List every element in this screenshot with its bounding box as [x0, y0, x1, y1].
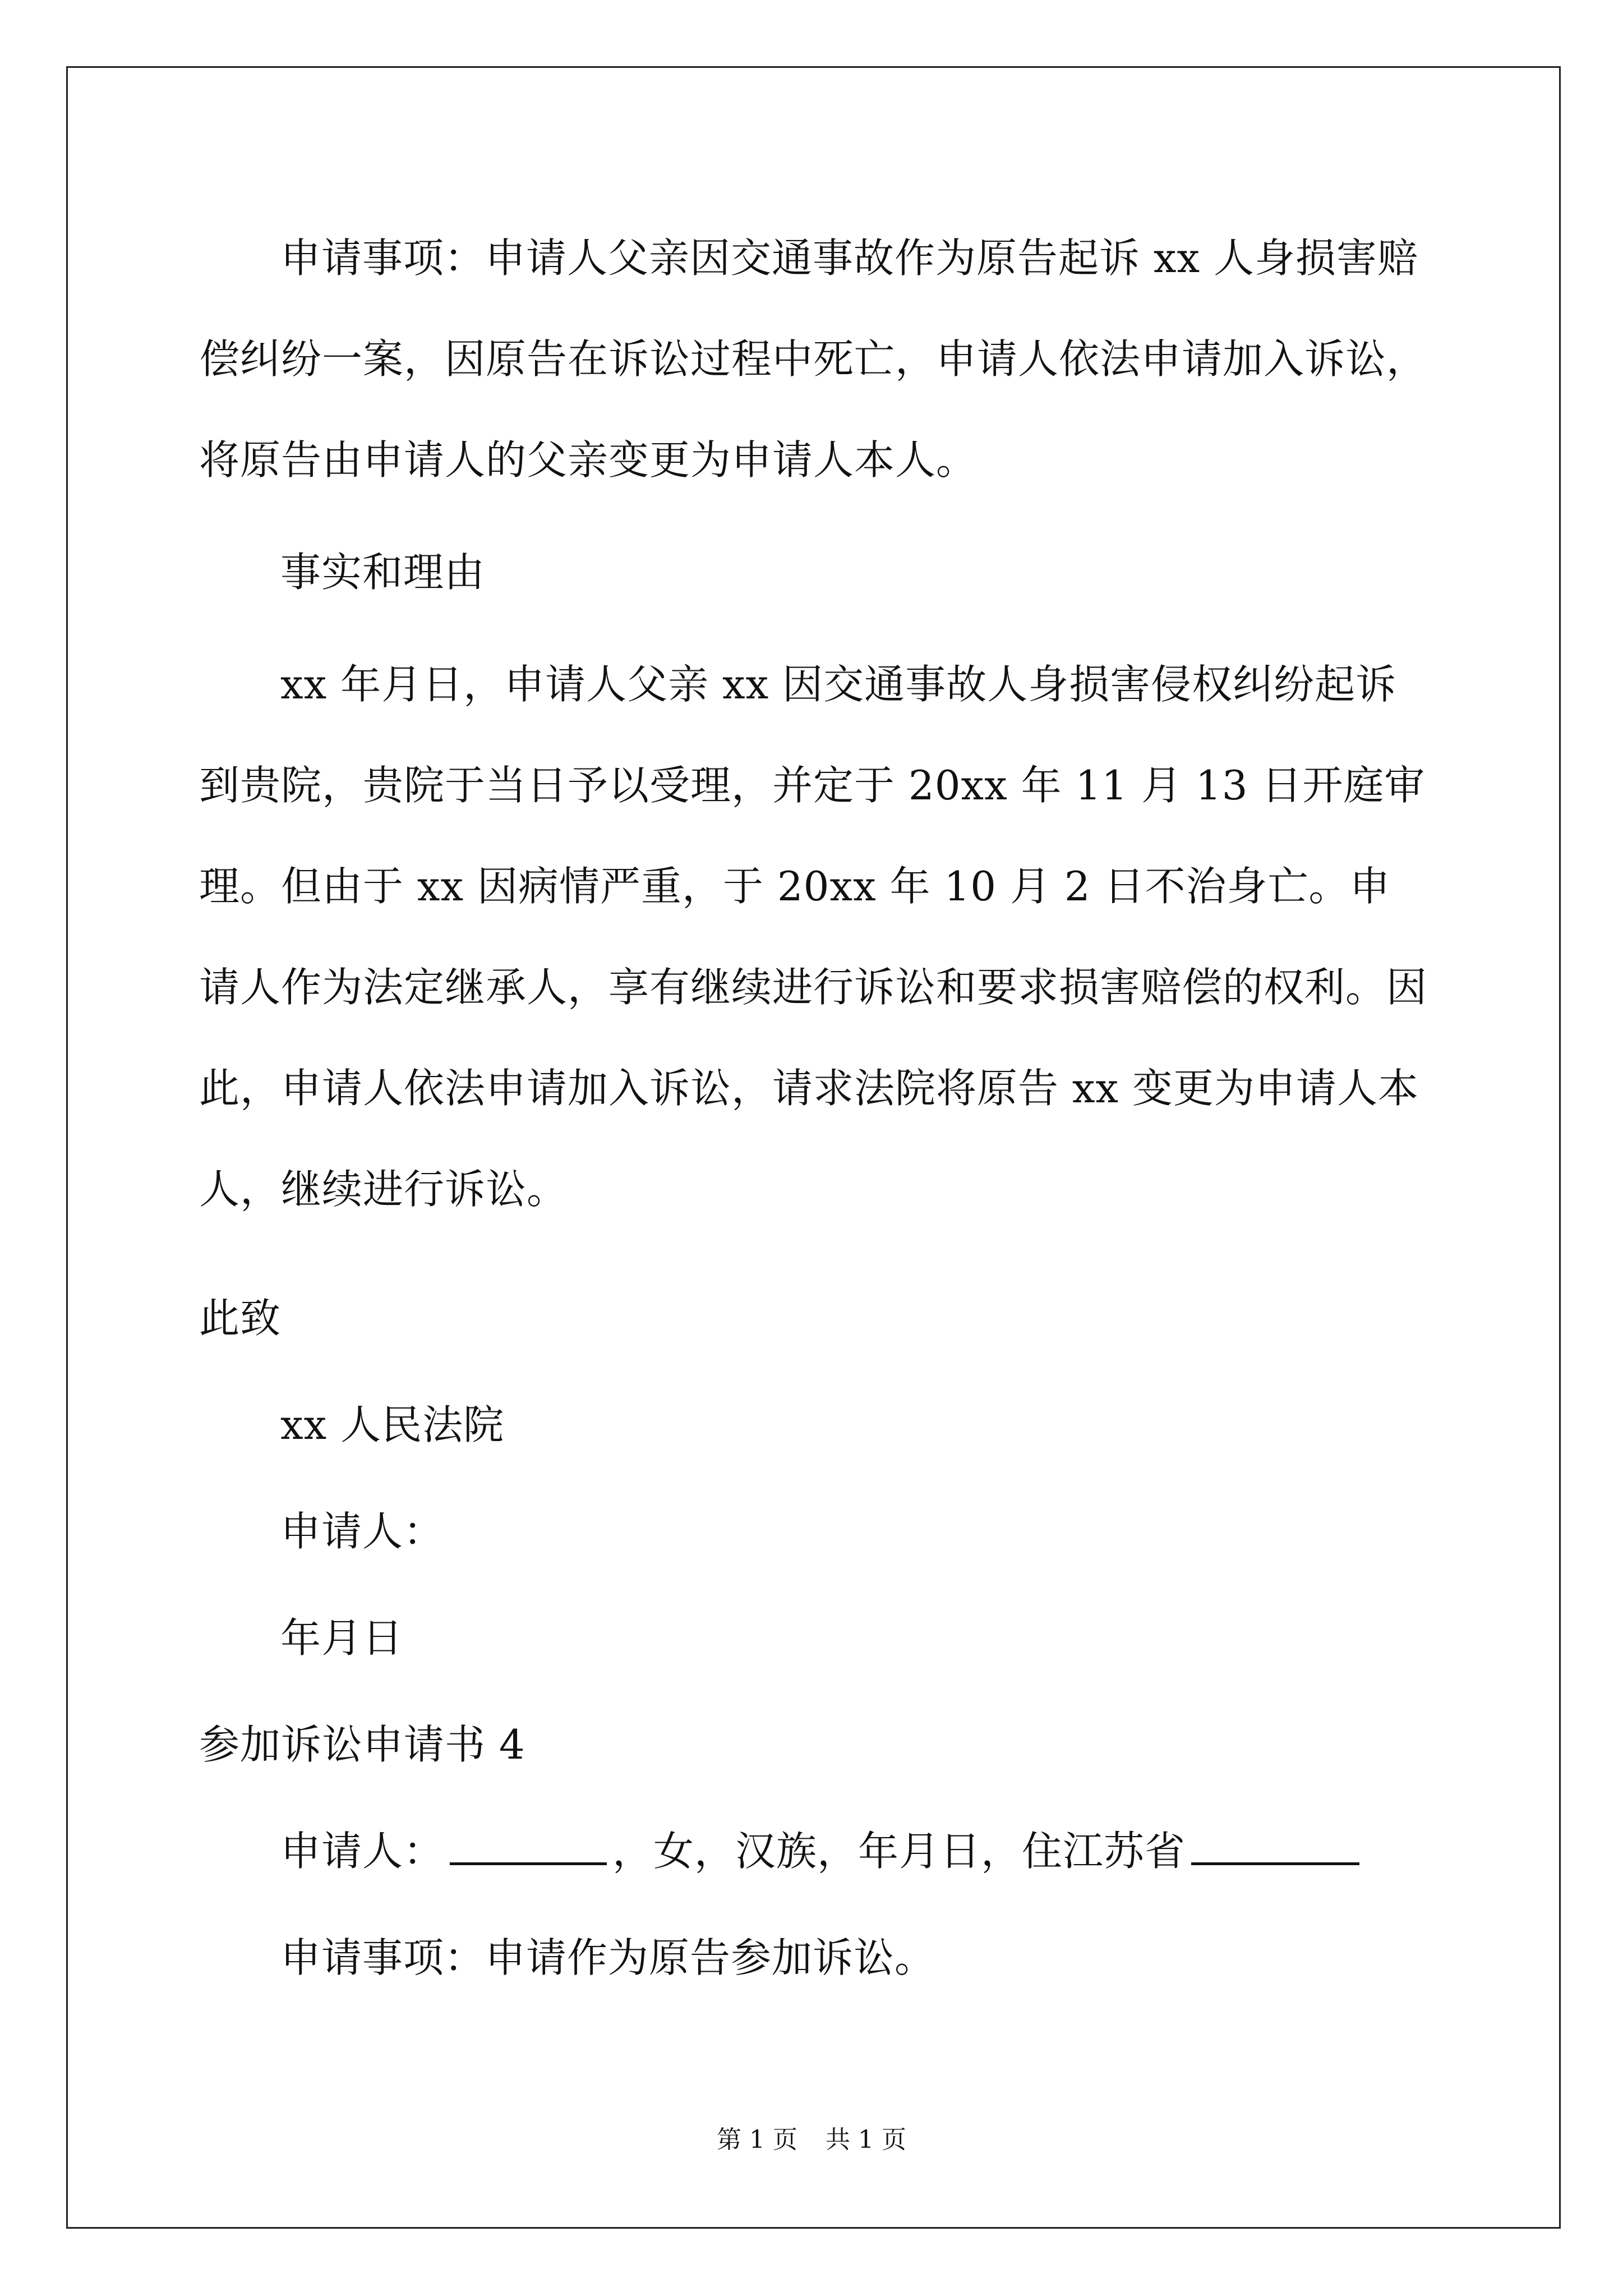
page-total: 共 1 页 [826, 2125, 906, 2154]
closing-salutation: 此致 [199, 1295, 282, 1342]
facts-paragraph: xx 年月日，申请人父亲 xx 因交通事故人身损害侵权纠纷起诉到贵院，贵院于当日予以受理，并定于 20xx 年 11 月 13 日开庭审理。但由于 xx 因病情严重，于 20xx 年 10 月 2 日不治身亡。申请人作为法定继承人，享有继续进行诉讼和要求损害赔偿的权利。因此，申请人依法申请加入诉讼，请求法院将原告 xx 变更为申请人本人，继续进行诉讼。 [199, 661, 1428, 1213]
page-footer [0, 2123, 1623, 2157]
request-line: 申请事项：申请作为原告参加诉讼。 [280, 1934, 936, 1981]
request-paragraph: 申请事项：申请人父亲因交通事故作为原告起诉 xx 人身损害赔偿纠纷一案，因原告在诉讼过程中死亡，申请人依法申请加入诉讼，将原告由申请人的父亲变更为申请人本人。 [199, 234, 1428, 484]
applicant-name-blank [450, 1828, 607, 1865]
address-blank [1191, 1828, 1359, 1865]
applicant-details: ，女，汉族，年月日，住江苏省 [612, 1828, 1186, 1875]
applicant-info-line [280, 1823, 1365, 1879]
section-title: 参加诉讼申请书 4 [199, 1721, 525, 1768]
applicant-label: 申请人： [280, 1828, 445, 1875]
signature-date: 年月日 [280, 1614, 404, 1662]
applicant-signature: 申请人： [280, 1508, 445, 1555]
page-number: 第 1 页 [717, 2125, 797, 2154]
court-name: xx 人民法院 [280, 1401, 505, 1448]
facts-heading: 事实和理由 [280, 549, 486, 596]
